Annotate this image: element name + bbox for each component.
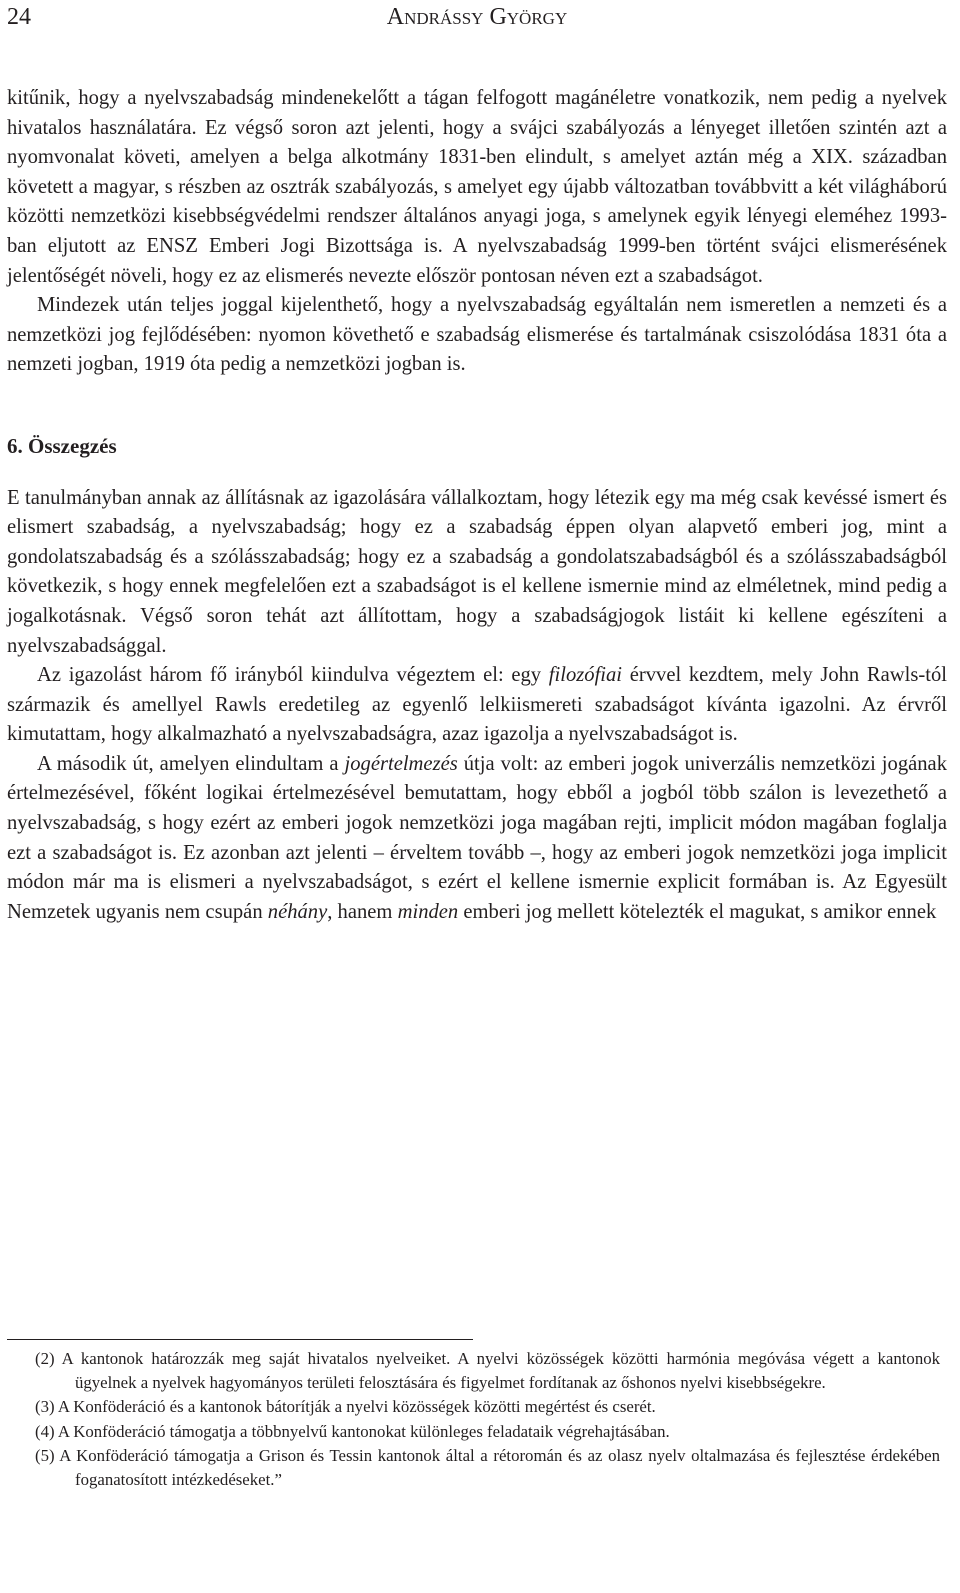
- footnote: (3) A Konföderáció és a kantonok bátorítják a nyelvi közösségek közötti megértést és cserét.: [35, 1397, 656, 1417]
- footnote: (5) A Konföderáció támogatja a Grison és Tessin kantonok által a rétoromán és az olasz nyelv oltalmazása és fejlesztése érdekében foganatosított intézkedéseket.”: [35, 1446, 940, 1489]
- emphasis: filozófiai: [548, 664, 623, 687]
- footnote-divider: [7, 1339, 473, 1340]
- text-run: , hanem: [327, 900, 398, 923]
- paragraph: Mindezek után teljes joggal kijelenthető, hogy a nyelvszabadság egyáltalán nem ismeretlen a nemzeti és a nemzetközi jog fejlődésében: nyomon követhető e szabadság elismerése és tartalmának csiszolódása 1831 óta a nemzeti jogban, 1919 óta pedig a nemzetközi jogban is.: [7, 294, 947, 376]
- emphasis: jogértelmezés: [344, 752, 458, 775]
- text-run: A második út, amelyen elindultam a: [37, 752, 345, 775]
- text-run: Az igazolást három fő irányból kiindulva végeztem el: egy: [37, 664, 549, 687]
- emphasis: minden: [397, 900, 459, 923]
- running-title: [7, 4, 947, 31]
- footnote: (4) A Konföderáció támogatja a többnyelvű kantonokat különleges feladataik végrehajtásában.: [35, 1421, 670, 1441]
- text-run: útja volt: az emberi jogok univerzális nemzetközi jogának értelmezésével, főként logikai értelmezésével bemutattam, hogy ebből a jogból több szálon is levezethető a nyelvszabadság, s hogy ezért az emberi jogok nemzetközi joga magában rejti, implicit módon magában foglalja ezt a szabadságot is. Ez azonban azt jelenti – érveltem tovább –, hogy az emberi jogok nemzetközi joga implicit módon már ma is elismeri a nyelvszabadságot, s ezért el kellene ismernie explicit formában is. Az Egyesült Nemzetek ugyanis nem csupán: [7, 752, 947, 923]
- paragraph: E tanulmányban annak az állításnak az igazolására vállalkoztam, hogy létezik egy ma még csak kevéssé ismert és elismert szabadság, a nyelvszabadság; hogy ez a szabadság éppen olyan alapvető emberi jog, mint a gondolatszabadság és a szólásszabadság; hogy ez a szabadság a gondolatszabadságból és a szólásszabadságból következik, s hogy ennek megfelelően ezt a szabadságot is el kellene ismernie mind az elméletnek, mind pedig a jogalkotásnak. Végső soron tehát azt állítottam, hogy a szabadságjogok listáit ki kellene egészíteni a nyelvszabadsággal.: [7, 486, 947, 657]
- text-run: érvvel kezdtem, mely John Rawls-tól származik és amellyel Rawls eredetileg az egyenlő lelkiismereti szabadságot kívánta igazolni. Az érvről kimutattam, hogy alkalmazható a nyelvszabadságra, azaz igazolja a nyelvszabadságot is.: [7, 664, 948, 746]
- author-name: Andrássy György: [386, 4, 568, 30]
- paragraph: [7, 661, 947, 750]
- body-text: [7, 84, 947, 927]
- page: [7, 0, 947, 927]
- footnotes: [7, 1347, 940, 1493]
- emphasis: néhány: [267, 900, 328, 923]
- paragraph: [7, 750, 947, 928]
- page-number: 24: [7, 4, 31, 30]
- section-body: [7, 484, 947, 928]
- running-head: [7, 2, 947, 32]
- paragraph: kitűnik, hogy a nyelvszabadság mindenekelőtt a tágan felfogott magánéletre vonatkozik, nem pedig a nyelvek hivatalos használatára. Ez végső soron azt jelenti, hogy a svájci szabályozás a lényeget illetően szintén azt a nyomvonalat követi, amelyen a belga alkotmány 1831-ben elindult, s amelyet aztán még a XIX. században követett a magyar, s részben az osztrák szabályozás, s amelyet egy újabb változatban továbbvitt a két világháború közötti nemzetközi kisebbségvédelmi rendszer általános anyagi joga, s amelynek egyik lényegi eleméhez 1993-ban eljutott az ENSZ Emberi Jogi Bizottsága is. A nyelvszabadság 1999-ben történt svájci elismerésének jelentőségét növeli, hogy ez az elismerés nevezte először pontosan néven ezt a szabadságot.: [7, 87, 947, 287]
- text-run: emberi jog mellett kötelezték el magukat, s amikor ennek: [458, 900, 937, 923]
- footnote: (2) A kantonok határozzák meg saját hivatalos nyelveiket. A nyelvi közösségek közötti harmónia megóvása végett a kantonok ügyelnek a nyelvek hagyományos területi felosztására és figyelmet fordítanak az őshonos nyelvi kisebbségekre.: [35, 1349, 940, 1392]
- section-heading: 6. Összegzés: [7, 433, 117, 458]
